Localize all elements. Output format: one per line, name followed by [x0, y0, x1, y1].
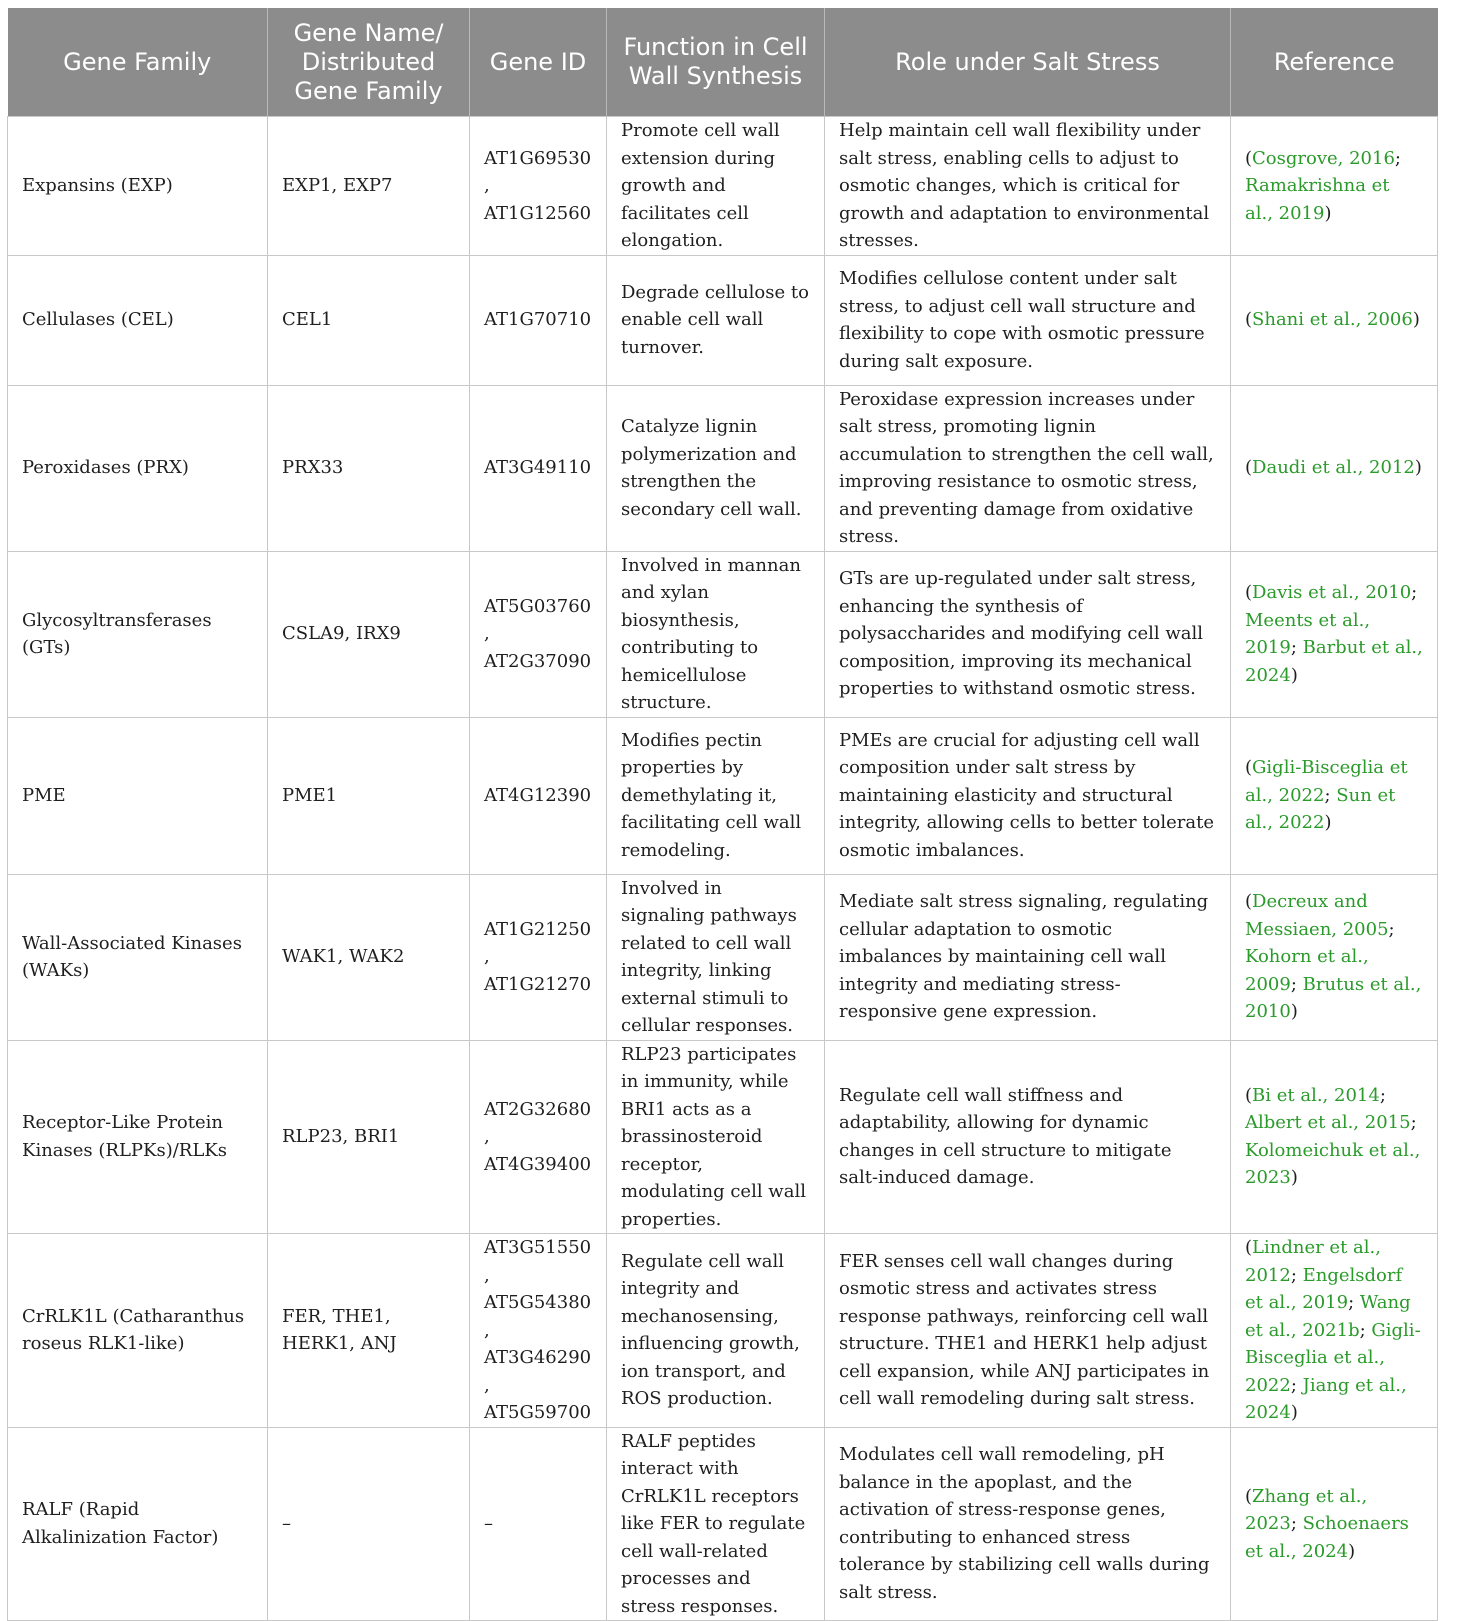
gene-id-cell: AT3G49110: [470, 385, 607, 551]
reference-separator: ;: [1388, 918, 1395, 940]
role-cell: Modulates cell wall remodeling, pH balance in the apoplast, and the activation of stress-response genes, contributing to enhanced stress tolerance by stabilizing cell walls during salt stress.: [825, 1427, 1231, 1621]
reference-link[interactable]: Shani et al., 2006: [1252, 309, 1413, 331]
reference-link[interactable]: Brutus et al., 2010: [1245, 973, 1422, 1023]
reference-link[interactable]: Meents et al., 2019: [1245, 609, 1371, 658]
gene-family-cell: Peroxidases (PRX): [8, 385, 268, 551]
table-row: [8, 255, 1438, 385]
reference-link[interactable]: Jiang et al., 2024: [1245, 1374, 1407, 1423]
role-cell: FER senses cell wall changes during osmotic stress and activates stress response pathways, reinforcing cell wall structure. THE1 and HERK1 help adjust cell expansion, while ANJ participates in cell wall remodeling during salt stress.: [825, 1234, 1231, 1428]
reference-link[interactable]: Decreux and Messiaen, 2005: [1245, 891, 1389, 940]
function-cell: Degrade cellulose to enable cell wall turnover.: [607, 255, 825, 385]
role-cell: Peroxidase expression increases under salt stress, promoting lignin accumulation to strengthen the cell wall, improving resistance to osmotic stress, and preventing damage from oxidative stress.: [825, 385, 1231, 551]
reference-cell: [1231, 1040, 1438, 1234]
role-cell: Help maintain cell wall flexibility under salt stress, enabling cells to adjust to osmotic changes, which is critical for growth and adaptation to environmental stresses.: [825, 117, 1231, 256]
reference-link[interactable]: Kolomeichuk et al., 2023: [1245, 1139, 1421, 1189]
reference-link[interactable]: Engelsdorf et al., 2019: [1245, 1264, 1403, 1313]
reference-cell: [1231, 1427, 1438, 1621]
reference-separator: ;: [1290, 1513, 1303, 1534]
reference-separator: ;: [1411, 582, 1418, 603]
function-cell: Modifies pectin properties by demethylating it, facilitating cell wall remodeling.: [607, 717, 825, 874]
gene-id-cell: AT2G32680, AT4G39400: [470, 1040, 607, 1234]
paren-open: (: [1245, 891, 1253, 913]
gene-id-cell: AT1G69530, AT1G12560: [470, 117, 607, 256]
gene-family-cell: Cellulases (CEL): [8, 255, 268, 385]
gene-family-cell: CrRLK1L (Catharanthus roseus RLK1-like): [8, 1234, 268, 1428]
reference-cell: [1231, 255, 1438, 385]
reference-separator: ;: [1290, 637, 1303, 658]
table-row: [8, 874, 1438, 1040]
paren-close: ): [1290, 1402, 1298, 1423]
reference-separator: ;: [1348, 1292, 1360, 1313]
function-cell: Involved in mannan and xylan biosynthesis, contributing to hemicellulose structure.: [607, 551, 825, 717]
gene-name-cell: FER, THE1, HERK1, ANJ: [268, 1234, 470, 1428]
reference-cell: [1231, 117, 1438, 256]
paren-open: (: [1245, 147, 1253, 169]
gene-id-cell: AT4G12390: [470, 717, 607, 874]
table-row: [8, 385, 1438, 551]
reference-cell: [1231, 385, 1438, 551]
table-row: [8, 551, 1438, 717]
paren-open: (: [1245, 1237, 1253, 1258]
header-function: Function in Cell Wall Synthesis: [607, 8, 825, 117]
table-row: [8, 1427, 1438, 1621]
gene-id-cell: –: [470, 1427, 607, 1621]
paren-open: (: [1245, 757, 1253, 779]
gene-name-cell: CEL1: [268, 255, 470, 385]
role-cell: PMEs are crucial for adjusting cell wall composition under salt stress by maintaining elasticity and structural integrity, allowing cells to better tolerate osmotic imbalances.: [825, 717, 1231, 874]
reference-link[interactable]: Gigli-Bisceglia et al., 2022: [1245, 757, 1408, 806]
gene-id-cell: AT5G03760, AT2G37090: [470, 551, 607, 717]
paren-close: ): [1290, 1001, 1298, 1023]
role-cell: Regulate cell wall stiffness and adaptability, allowing for dynamic changes in cell structure to mitigate salt-induced damage.: [825, 1040, 1231, 1234]
paren-open: (: [1245, 582, 1253, 603]
reference-separator: ;: [1394, 147, 1401, 169]
reference-separator: ;: [1290, 1264, 1303, 1286]
header-role: Role under Salt Stress: [825, 8, 1231, 117]
header-gene-id: Gene ID: [470, 8, 607, 117]
function-cell: Regulate cell wall integrity and mechanosensing, influencing growth, ion transport, and ROS production.: [607, 1234, 825, 1428]
function-cell: Promote cell wall extension during growth and facilitates cell elongation.: [607, 117, 825, 256]
reference-link[interactable]: Davis et al., 2010: [1252, 582, 1412, 603]
gene-name-cell: WAK1, WAK2: [268, 874, 470, 1040]
gene-table: [7, 8, 1438, 1621]
gene-name-cell: PME1: [268, 717, 470, 874]
gene-id-cell: AT3G51550, AT5G54380, AT3G46290, AT5G59700: [470, 1234, 607, 1428]
gene-id-cell: AT1G21250, AT1G21270: [470, 874, 607, 1040]
role-cell: GTs are up-regulated under salt stress, enhancing the synthesis of polysaccharides and modifying cell wall composition, improving its mechanical properties to withstand osmotic stress.: [825, 551, 1231, 717]
gene-family-cell: PME: [8, 717, 268, 874]
table-row: [8, 1040, 1438, 1234]
paren-close: ): [1412, 309, 1420, 331]
paren-open: (: [1245, 309, 1253, 331]
table-row: [8, 717, 1438, 874]
reference-link[interactable]: Bi et al., 2014: [1252, 1084, 1380, 1106]
reference-link[interactable]: Ramakrishna et al., 2019: [1245, 175, 1390, 224]
reference-link[interactable]: Barbut et al., 2024: [1245, 637, 1423, 686]
reference-link[interactable]: Schoenaers et al., 2024: [1245, 1513, 1409, 1562]
function-cell: Catalyze lignin polymerization and strengthen the secondary cell wall.: [607, 385, 825, 551]
function-cell: RALF peptides interact with CrRLK1L receptors like FER to regulate cell wall-related processes and stress responses.: [607, 1427, 825, 1621]
reference-link[interactable]: Daudi et al., 2012: [1252, 457, 1415, 479]
paren-open: (: [1245, 457, 1253, 479]
gene-family-cell: RALF (Rapid Alkalinization Factor): [8, 1427, 268, 1621]
gene-name-cell: RLP23, BRI1: [268, 1040, 470, 1234]
paren-close: ): [1414, 457, 1422, 479]
reference-cell: [1231, 717, 1438, 874]
reference-link[interactable]: Gigli-Bisceglia et al., 2022: [1245, 1319, 1421, 1396]
header-row: [8, 8, 1438, 117]
reference-separator: ;: [1410, 1112, 1417, 1134]
reference-cell: [1231, 874, 1438, 1040]
paren-close: ): [1324, 202, 1332, 224]
reference-cell: [1231, 1234, 1438, 1428]
role-cell: Mediate salt stress signaling, regulating cellular adaptation to osmotic imbalances by maintaining cell wall integrity and mediating stress-responsive gene expression.: [825, 874, 1231, 1040]
paren-close: ): [1290, 1167, 1298, 1189]
paren-close: ): [1290, 664, 1298, 686]
reference-separator: ;: [1359, 1319, 1372, 1341]
gene-family-cell: Wall-Associated Kinases (WAKs): [8, 874, 268, 1040]
table-row: [8, 117, 1438, 256]
reference-link[interactable]: Sun et al., 2022: [1245, 784, 1396, 834]
gene-family-cell: Receptor-Like Protein Kinases (RLPKs)/RLKs: [8, 1040, 268, 1234]
reference-link[interactable]: Wang et al., 2021b: [1245, 1292, 1411, 1341]
gene-family-cell: Glycosyltransferases (GTs): [8, 551, 268, 717]
reference-link[interactable]: Albert et al., 2015: [1245, 1112, 1411, 1134]
function-cell: Involved in signaling pathways related to cell wall integrity, linking external stimuli to cellular responses.: [607, 874, 825, 1040]
reference-separator: ;: [1290, 973, 1303, 995]
reference-link[interactable]: Lindner et al., 2012: [1245, 1237, 1381, 1286]
header-reference: Reference: [1231, 8, 1438, 117]
function-cell: RLP23 participates in immunity, while BRI1 acts as a brassinosteroid receptor, modulating cell wall properties.: [607, 1040, 825, 1234]
gene-name-cell: –: [268, 1427, 470, 1621]
reference-link[interactable]: Zhang et al., 2023: [1245, 1485, 1368, 1534]
gene-id-cell: AT1G70710: [470, 255, 607, 385]
paren-close: ): [1324, 812, 1332, 834]
gene-name-cell: EXP1, EXP7: [268, 117, 470, 256]
paren-open: (: [1245, 1485, 1253, 1507]
gene-name-cell: CSLA9, IRX9: [268, 551, 470, 717]
paren-close: ): [1348, 1540, 1356, 1562]
reference-cell: [1231, 551, 1438, 717]
header-gene-name: Gene Name/ Distributed Gene Family: [268, 8, 470, 117]
role-cell: Modifies cellulose content under salt stress, to adjust cell wall structure and flexibility to cope with osmotic pressure during salt exposure.: [825, 255, 1231, 385]
gene-family-cell: Expansins (EXP): [8, 117, 268, 256]
reference-link[interactable]: Kohorn et al., 2009: [1245, 946, 1369, 995]
reference-link[interactable]: Cosgrove, 2016: [1252, 147, 1395, 169]
header-gene-family: Gene Family: [8, 8, 268, 117]
paren-open: (: [1245, 1084, 1253, 1106]
table-row: [8, 1234, 1438, 1428]
reference-separator: ;: [1379, 1084, 1386, 1106]
reference-separator: ;: [1290, 1374, 1303, 1396]
reference-separator: ;: [1324, 784, 1337, 806]
gene-name-cell: PRX33: [268, 385, 470, 551]
